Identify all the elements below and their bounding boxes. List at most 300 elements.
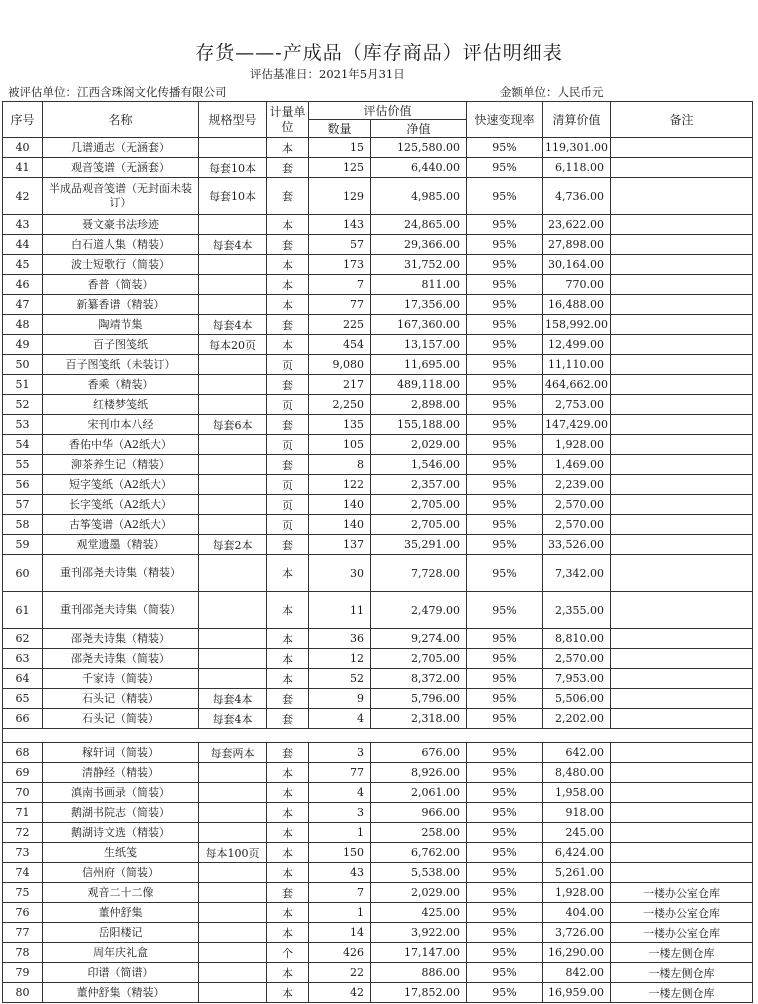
table-body-upper	[3, 138, 753, 729]
seq-cell: 72	[3, 823, 43, 843]
spec-cell	[199, 355, 267, 375]
unit-cell: 本	[267, 275, 309, 295]
rate-cell: 95%	[467, 903, 543, 923]
net-value-cell: 31,752.00	[371, 255, 467, 275]
liquidation-value-cell: 7,953.00	[543, 669, 611, 689]
unit-cell: 本	[267, 783, 309, 803]
rate-cell: 95%	[467, 629, 543, 649]
net-value-cell: 2,357.00	[371, 475, 467, 495]
qty-cell: 9	[309, 689, 371, 709]
rate-cell: 95%	[467, 375, 543, 395]
rate-cell: 95%	[467, 475, 543, 495]
seq-cell: 56	[3, 475, 43, 495]
note-cell	[611, 783, 753, 803]
seq-cell: 59	[3, 535, 43, 555]
unit-cell: 套	[267, 743, 309, 763]
note-cell	[611, 863, 753, 883]
table-row	[3, 495, 753, 515]
spec-cell	[199, 943, 267, 963]
note-cell	[611, 823, 753, 843]
qty-cell: 150	[309, 843, 371, 863]
net-value-cell: 155,188.00	[371, 415, 467, 435]
seq-cell: 75	[3, 883, 43, 903]
spec-cell	[199, 475, 267, 495]
name-cell: 鹅湖书院志（简装）	[43, 803, 199, 823]
net-value-cell: 125,580.00	[371, 138, 467, 158]
rate-cell: 95%	[467, 803, 543, 823]
net-value-cell: 3,922.00	[371, 923, 467, 943]
table-row	[3, 215, 753, 235]
table-row	[3, 863, 753, 883]
unit-cell: 套	[267, 158, 309, 178]
rate-cell: 95%	[467, 515, 543, 535]
seq-cell: 51	[3, 375, 43, 395]
qty-cell: 173	[309, 255, 371, 275]
spec-cell: 每套2本	[199, 535, 267, 555]
spec-cell: 每套4本	[199, 709, 267, 729]
unit-cell: 套	[267, 235, 309, 255]
table-row	[3, 629, 753, 649]
rate-cell: 95%	[467, 963, 543, 983]
rate-cell: 95%	[467, 689, 543, 709]
qty-cell: 43	[309, 863, 371, 883]
spec-cell	[199, 275, 267, 295]
spec-cell	[199, 515, 267, 535]
spec-cell: 每套10本	[199, 158, 267, 178]
name-cell: 董仲舒集	[43, 903, 199, 923]
rate-cell: 95%	[467, 883, 543, 903]
seq-cell: 61	[3, 592, 43, 629]
net-value-cell: 17,356.00	[371, 295, 467, 315]
seq-cell: 55	[3, 455, 43, 475]
col-header-qty: 数量	[309, 120, 371, 138]
liquidation-value-cell: 2,239.00	[543, 475, 611, 495]
col-header-note: 备注	[611, 102, 753, 138]
note-cell	[611, 843, 753, 863]
liquidation-value-cell: 2,202.00	[543, 709, 611, 729]
qty-cell: 52	[309, 669, 371, 689]
qty-cell: 9,080	[309, 355, 371, 375]
seq-cell: 40	[3, 138, 43, 158]
net-value-cell: 2,479.00	[371, 592, 467, 629]
spec-cell: 每套10本	[199, 178, 267, 215]
qty-cell: 77	[309, 763, 371, 783]
note-cell	[611, 138, 753, 158]
col-header-net: 净值	[371, 120, 467, 138]
note-cell	[611, 689, 753, 709]
net-value-cell: 676.00	[371, 743, 467, 763]
rate-cell: 95%	[467, 863, 543, 883]
unit-cell: 套	[267, 883, 309, 903]
liquidation-value-cell: 16,959.00	[543, 983, 611, 1003]
net-value-cell: 1,546.00	[371, 455, 467, 475]
seq-cell: 62	[3, 629, 43, 649]
note-cell	[611, 649, 753, 669]
unit-cell: 套	[267, 455, 309, 475]
net-value-cell: 966.00	[371, 803, 467, 823]
note-cell	[611, 178, 753, 215]
net-value-cell: 4,985.00	[371, 178, 467, 215]
qty-cell: 140	[309, 495, 371, 515]
qty-cell: 225	[309, 315, 371, 335]
seq-cell: 58	[3, 515, 43, 535]
spec-cell	[199, 649, 267, 669]
spec-cell: 每套6本	[199, 415, 267, 435]
note-cell	[611, 255, 753, 275]
unit-cell: 个	[267, 943, 309, 963]
liquidation-value-cell: 2,570.00	[543, 515, 611, 535]
qty-cell: 426	[309, 943, 371, 963]
name-cell: 观音笺谱（无涵套）	[43, 158, 199, 178]
rate-cell: 95%	[467, 435, 543, 455]
note-cell	[611, 275, 753, 295]
note-cell: 一楼办公室仓库	[611, 883, 753, 903]
name-cell: 百子图笺纸（未装订）	[43, 355, 199, 375]
net-value-cell: 2,705.00	[371, 495, 467, 515]
net-value-cell: 2,705.00	[371, 515, 467, 535]
seq-cell: 57	[3, 495, 43, 515]
liquidation-value-cell: 3,726.00	[543, 923, 611, 943]
table-row	[3, 395, 753, 415]
qty-cell: 42	[309, 983, 371, 1003]
liquidation-value-cell: 642.00	[543, 743, 611, 763]
table-body-lower	[3, 743, 753, 1003]
unit-cell: 本	[267, 983, 309, 1003]
rate-cell: 95%	[467, 355, 543, 375]
liquidation-value-cell: 5,261.00	[543, 863, 611, 883]
liquidation-value-cell: 2,753.00	[543, 395, 611, 415]
spec-cell	[199, 823, 267, 843]
net-value-cell: 167,360.00	[371, 315, 467, 335]
table-row	[3, 669, 753, 689]
seq-cell: 49	[3, 335, 43, 355]
unit-cell: 本	[267, 649, 309, 669]
table-row	[3, 783, 753, 803]
spec-cell	[199, 138, 267, 158]
net-value-cell: 2,029.00	[371, 883, 467, 903]
seq-cell: 70	[3, 783, 43, 803]
table-row	[3, 555, 753, 592]
table-row	[3, 649, 753, 669]
name-cell: 观堂遗墨（精装）	[43, 535, 199, 555]
net-value-cell: 2,705.00	[371, 649, 467, 669]
rate-cell: 95%	[467, 943, 543, 963]
note-cell	[611, 592, 753, 629]
note-cell	[611, 475, 753, 495]
qty-cell: 125	[309, 158, 371, 178]
unit-cell: 本	[267, 923, 309, 943]
unit-cell: 本	[267, 215, 309, 235]
qty-cell: 11	[309, 592, 371, 629]
spec-cell: 每套4本	[199, 315, 267, 335]
spec-cell	[199, 435, 267, 455]
unit-cell: 本	[267, 823, 309, 843]
note-cell	[611, 295, 753, 315]
qty-cell: 30	[309, 555, 371, 592]
rate-cell: 95%	[467, 395, 543, 415]
spec-cell	[199, 923, 267, 943]
name-cell: 陶靖节集	[43, 315, 199, 335]
name-cell: 香普（简装）	[43, 275, 199, 295]
unit-cell: 本	[267, 903, 309, 923]
net-value-cell: 7,728.00	[371, 555, 467, 592]
liquidation-value-cell: 8,480.00	[543, 763, 611, 783]
table-row	[3, 158, 753, 178]
table-row	[3, 375, 753, 395]
note-cell	[611, 709, 753, 729]
net-value-cell: 425.00	[371, 903, 467, 923]
name-cell: 重刊邵尧夫诗集（简装）	[43, 592, 199, 629]
page-title: 存货——-产成品（库存商品）评估明细表	[195, 42, 563, 64]
unit-cell: 套	[267, 689, 309, 709]
liquidation-value-cell: 147,429.00	[543, 415, 611, 435]
name-cell: 邵尧夫诗集（简装）	[43, 649, 199, 669]
table-row	[3, 823, 753, 843]
rate-cell: 95%	[467, 455, 543, 475]
rate-cell: 95%	[467, 415, 543, 435]
liquidation-value-cell: 6,424.00	[543, 843, 611, 863]
net-value-cell: 6,440.00	[371, 158, 467, 178]
unit-cell: 页	[267, 495, 309, 515]
table-row	[3, 689, 753, 709]
name-cell: 清静经（精装）	[43, 763, 199, 783]
table-row	[3, 315, 753, 335]
qty-cell: 77	[309, 295, 371, 315]
unit-cell: 本	[267, 255, 309, 275]
unit-cell: 本	[267, 295, 309, 315]
qty-cell: 15	[309, 138, 371, 158]
qty-cell: 1	[309, 823, 371, 843]
unit-cell: 页	[267, 395, 309, 415]
unit-cell: 页	[267, 515, 309, 535]
unit-cell: 本	[267, 555, 309, 592]
qty-cell: 137	[309, 535, 371, 555]
rate-cell: 95%	[467, 669, 543, 689]
liquidation-value-cell: 27,898.00	[543, 235, 611, 255]
seq-cell: 53	[3, 415, 43, 435]
note-cell: 一楼左侧仓库	[611, 963, 753, 983]
liquidation-value-cell: 12,499.00	[543, 335, 611, 355]
note-cell: 一楼办公室仓库	[611, 923, 753, 943]
rate-cell: 95%	[467, 315, 543, 335]
seq-cell: 68	[3, 743, 43, 763]
name-cell: 董仲舒集（精装）	[43, 983, 199, 1003]
net-value-cell: 2,061.00	[371, 783, 467, 803]
name-cell: 香佑中华（A2纸大）	[43, 435, 199, 455]
table-row	[3, 255, 753, 275]
spec-cell	[199, 495, 267, 515]
rate-cell: 95%	[467, 783, 543, 803]
name-cell: 新纂香谱（精装）	[43, 295, 199, 315]
rate-cell: 95%	[467, 649, 543, 669]
rate-cell: 95%	[467, 158, 543, 178]
table-row	[3, 415, 753, 435]
name-cell: 白石道人集（精装）	[43, 235, 199, 255]
spec-cell: 每本100页	[199, 843, 267, 863]
rate-cell: 95%	[467, 138, 543, 158]
net-value-cell: 5,538.00	[371, 863, 467, 883]
table-row	[3, 883, 753, 903]
table-row	[3, 455, 753, 475]
qty-cell: 140	[309, 515, 371, 535]
net-value-cell: 17,852.00	[371, 983, 467, 1003]
liquidation-value-cell: 16,488.00	[543, 295, 611, 315]
qty-cell: 14	[309, 923, 371, 943]
name-cell: 印谱（简谱）	[43, 963, 199, 983]
name-cell: 几谱通志（无涵套）	[43, 138, 199, 158]
note-cell	[611, 335, 753, 355]
note-cell	[611, 415, 753, 435]
rate-cell: 95%	[467, 535, 543, 555]
table-gap	[3, 729, 753, 743]
net-value-cell: 8,372.00	[371, 669, 467, 689]
name-cell: 聂文豪书法珍迹	[43, 215, 199, 235]
note-cell	[611, 763, 753, 783]
note-cell	[611, 235, 753, 255]
table-row	[3, 943, 753, 963]
qty-cell: 129	[309, 178, 371, 215]
name-cell: 宋刊巾本八经	[43, 415, 199, 435]
table-row	[3, 923, 753, 943]
name-cell: 周年庆礼盒	[43, 943, 199, 963]
table-row	[3, 903, 753, 923]
qty-cell: 3	[309, 803, 371, 823]
net-value-cell: 11,695.00	[371, 355, 467, 375]
note-cell	[611, 535, 753, 555]
note-cell	[611, 629, 753, 649]
col-header-liq: 清算价值	[543, 102, 611, 138]
net-value-cell: 2,029.00	[371, 435, 467, 455]
liquidation-value-cell: 119,301.00	[543, 138, 611, 158]
seq-cell: 71	[3, 803, 43, 823]
table-row	[3, 355, 753, 375]
spec-cell	[199, 629, 267, 649]
unit-cell: 本	[267, 843, 309, 863]
liquidation-value-cell: 918.00	[543, 803, 611, 823]
seq-cell: 63	[3, 649, 43, 669]
seq-cell: 48	[3, 315, 43, 335]
liquidation-value-cell: 2,355.00	[543, 592, 611, 629]
note-cell	[611, 315, 753, 335]
qty-cell: 143	[309, 215, 371, 235]
net-value-cell: 35,291.00	[371, 535, 467, 555]
name-cell: 石头记（精装）	[43, 689, 199, 709]
spec-cell	[199, 883, 267, 903]
table-row	[3, 295, 753, 315]
name-cell: 鹅湖诗文选（精装）	[43, 823, 199, 843]
note-cell: 一楼办公室仓库	[611, 903, 753, 923]
net-value-cell: 2,318.00	[371, 709, 467, 729]
qty-cell: 4	[309, 783, 371, 803]
spec-cell	[199, 395, 267, 415]
qty-cell: 3	[309, 743, 371, 763]
note-cell	[611, 743, 753, 763]
unit-cell: 套	[267, 375, 309, 395]
qty-cell: 7	[309, 883, 371, 903]
seq-cell: 66	[3, 709, 43, 729]
note-cell	[611, 375, 753, 395]
unit-cell: 页	[267, 435, 309, 455]
name-cell: 重刊邵尧夫诗集（精装）	[43, 555, 199, 592]
unit-cell: 套	[267, 315, 309, 335]
unit-cell: 本	[267, 669, 309, 689]
spec-cell	[199, 375, 267, 395]
qty-cell: 22	[309, 963, 371, 983]
name-cell: 短字笺纸（A2纸大）	[43, 475, 199, 495]
col-header-spec: 规格型号	[199, 102, 267, 138]
qty-cell: 12	[309, 649, 371, 669]
inventory-table	[2, 101, 753, 1003]
rate-cell: 95%	[467, 235, 543, 255]
table-row	[3, 592, 753, 629]
liquidation-value-cell: 11,110.00	[543, 355, 611, 375]
rate-cell: 95%	[467, 763, 543, 783]
liquidation-value-cell: 158,992.00	[543, 315, 611, 335]
unit-cell: 本	[267, 629, 309, 649]
name-cell: 半成品观音笺谱（无封面未装订）	[43, 178, 199, 215]
unit-cell: 本	[267, 803, 309, 823]
name-cell: 百子图笺纸	[43, 335, 199, 355]
liquidation-value-cell: 1,469.00	[543, 455, 611, 475]
seq-cell: 64	[3, 669, 43, 689]
note-cell	[611, 395, 753, 415]
seq-cell: 44	[3, 235, 43, 255]
liquidation-value-cell: 16,290.00	[543, 943, 611, 963]
liquidation-value-cell: 2,570.00	[543, 649, 611, 669]
note-cell	[611, 803, 753, 823]
liquidation-value-cell: 2,570.00	[543, 495, 611, 515]
table-row	[3, 983, 753, 1003]
net-value-cell: 24,865.00	[371, 215, 467, 235]
rate-cell: 95%	[467, 709, 543, 729]
table-row	[3, 335, 753, 355]
qty-cell: 135	[309, 415, 371, 435]
table-row	[3, 843, 753, 863]
table-row	[3, 963, 753, 983]
net-value-cell: 886.00	[371, 963, 467, 983]
seq-cell: 60	[3, 555, 43, 592]
spec-cell	[199, 455, 267, 475]
name-cell: 滇南书画录（简装）	[43, 783, 199, 803]
seq-cell: 52	[3, 395, 43, 415]
qty-cell: 105	[309, 435, 371, 455]
spec-cell	[199, 592, 267, 629]
qty-cell: 4	[309, 709, 371, 729]
currency-unit: 金额单位：人民币元	[500, 85, 604, 99]
rate-cell: 95%	[467, 495, 543, 515]
rate-cell: 95%	[467, 215, 543, 235]
seq-cell: 79	[3, 963, 43, 983]
note-cell	[611, 669, 753, 689]
unit-cell: 页	[267, 475, 309, 495]
unit-cell: 套	[267, 415, 309, 435]
seq-cell: 74	[3, 863, 43, 883]
net-value-cell: 9,274.00	[371, 629, 467, 649]
rate-cell: 95%	[467, 843, 543, 863]
liquidation-value-cell: 6,118.00	[543, 158, 611, 178]
base-date: 评估基准日：2021年5月31日	[250, 67, 405, 81]
name-cell: 生纸笺	[43, 843, 199, 863]
liquidation-value-cell: 404.00	[543, 903, 611, 923]
seq-cell: 43	[3, 215, 43, 235]
note-cell	[611, 158, 753, 178]
net-value-cell: 29,366.00	[371, 235, 467, 255]
seq-cell: 47	[3, 295, 43, 315]
net-value-cell: 8,926.00	[371, 763, 467, 783]
spec-cell: 每本20页	[199, 335, 267, 355]
net-value-cell: 6,762.00	[371, 843, 467, 863]
qty-cell: 36	[309, 629, 371, 649]
